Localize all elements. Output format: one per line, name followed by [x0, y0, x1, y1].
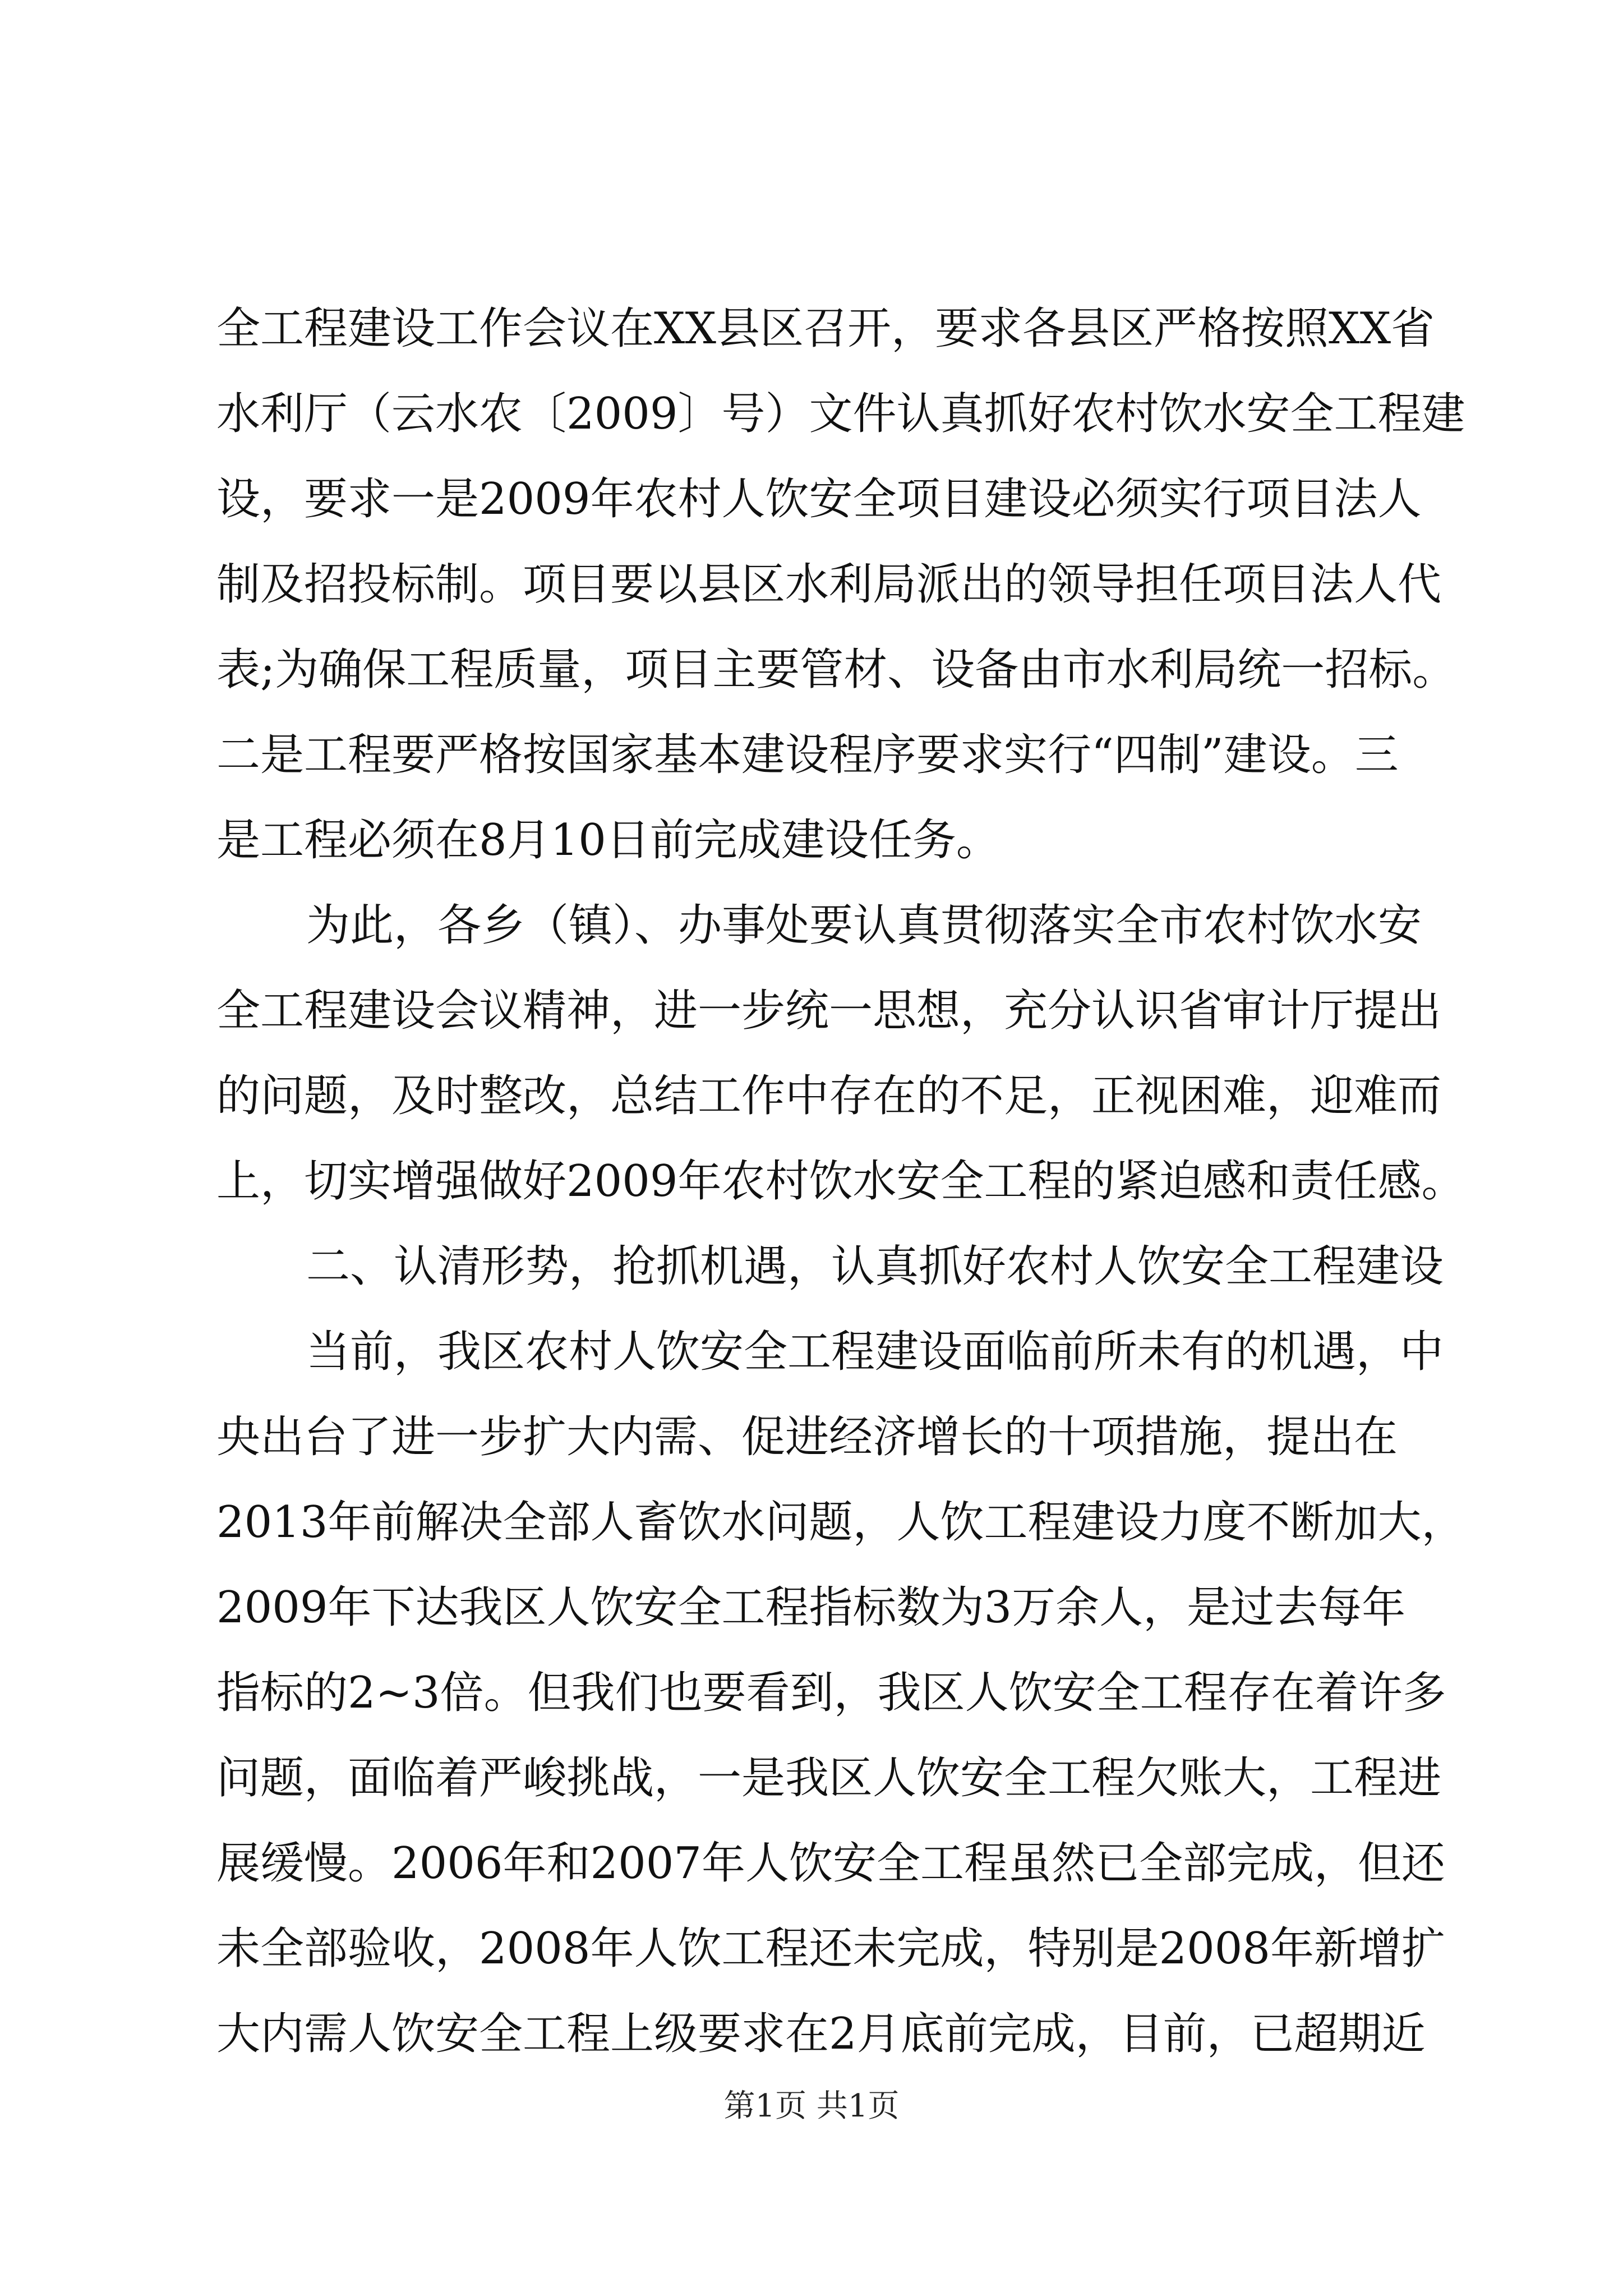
page-number-label: 第1页 共1页	[723, 2088, 900, 2124]
paragraph-line: 二是工程要严格按国家基本建设程序要求实行“四制”建设。三	[216, 730, 1399, 780]
paragraph-line: 2009年下达我区人饮安全工程指标数为3万余人，是过去每年	[216, 1582, 1406, 1633]
paragraph-line: 表;为确保工程质量，项目主要管材、设备由市水利局统一招标。	[216, 645, 1456, 695]
paragraph-line: 上，切实增强做好2009年农村饮水安全工程的紧迫感和责任感。	[216, 1156, 1465, 1207]
paragraph-line: 2013年前解决全部人畜饮水问题，人饮工程建设力度不断加大，	[216, 1497, 1465, 1548]
document-body	[216, 286, 1465, 2077]
section-heading: 二、认清形势，抢抓机遇，认真抓好农村人饮安全工程建设	[306, 1241, 1444, 1292]
paragraph-line: 设，要求一是2009年农村人饮安全项目建设必须实行项目法人	[216, 474, 1422, 524]
paragraph-line: 全工程建设会议精神，进一步统一思想，充分认识省审计厅提出	[216, 986, 1442, 1036]
paragraph-line: 的问题，及时整改，总结工作中存在的不足，正视困难，迎难而	[216, 1071, 1442, 1121]
page-footer	[0, 2084, 1623, 2129]
paragraph-line: 未全部验收，2008年人饮工程还未完成，特别是2008年新增扩	[216, 1924, 1446, 1974]
paragraph-line: 当前，我区农村人饮安全工程建设面临前所未有的机遇，中	[306, 1327, 1444, 1377]
paragraph-line: 全工程建设工作会议在XX县区召开，要求各县区严格按照XX省	[216, 303, 1435, 354]
paragraph-line: 制及招投标制。项目要以县区水利局派出的领导担任项目法人代	[216, 559, 1442, 610]
paragraph-line: 指标的2~3倍。但我们也要看到，我区人饮安全工程存在着许多	[216, 1668, 1446, 1718]
paragraph-line: 是工程必须在8月10日前完成建设任务。	[216, 815, 1000, 866]
paragraph-line: 水利厅（云水农〔2009〕号）文件认真抓好农村饮水安全工程建	[216, 389, 1465, 439]
paragraph-line: 央出台了进一步扩大内需、促进经济增长的十项措施，提出在	[216, 1412, 1398, 1462]
paragraph-line: 大内需人饮安全工程上级要求在2月底前完成，目前，已超期近	[216, 2009, 1426, 2059]
paragraph-line: 为此，各乡（镇）、办事处要认真贯彻落实全市农村饮水安	[306, 900, 1422, 951]
paragraph-line: 展缓慢。2006年和2007年人饮安全工程虽然已全部完成，但还	[216, 1838, 1446, 1889]
paragraph-line: 问题，面临着严峻挑战，一是我区人饮安全工程欠账大，工程进	[216, 1753, 1442, 1803]
